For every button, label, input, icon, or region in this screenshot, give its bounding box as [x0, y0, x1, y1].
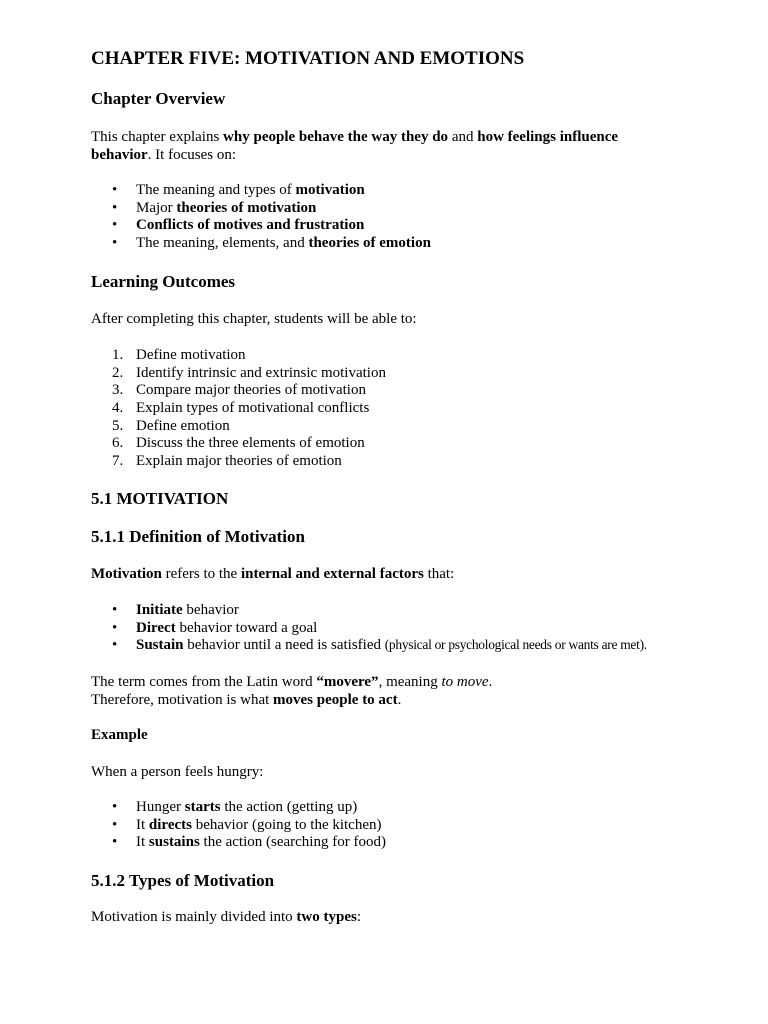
outcome-item: 6. Discuss the three elements of emotion: [112, 435, 365, 452]
subsection-heading-types: 5.1.2 Types of Motivation: [91, 871, 275, 890]
overview-intro: This chapter explains why people behave the way they do and how feelings influence behavior. It focuses on:: [91, 129, 619, 163]
definition-list-item: • Direct behavior toward a goal: [91, 619, 647, 637]
overview-heading: Chapter Overview: [91, 89, 226, 108]
outcome-item: 1. Define motivation: [112, 347, 246, 363]
overview-list: [91, 181, 431, 252]
list-number: 3.: [112, 382, 124, 399]
example-list-item: • It directs behavior (going to the kitchen): [91, 816, 386, 834]
list-number: 6.: [112, 435, 124, 452]
subsection-heading-definition: 5.1.1 Definition of Motivation: [91, 527, 305, 546]
list-number: 4.: [112, 400, 124, 417]
outcome-item: 5. Define emotion: [112, 417, 230, 434]
definition-list-item: • Sustain behavior until a need is satisfied (physical or psychological needs or wants are met).: [91, 636, 647, 654]
list-number: 1.: [112, 347, 124, 363]
list-number: 5.: [112, 417, 124, 434]
latin-origin-text: The term comes from the Latin word “movere”, meaning to move. Therefore, motivation is what moves people to act.: [91, 674, 493, 708]
section-heading-motivation: 5.1 MOTIVATION: [91, 489, 229, 508]
definition-intro: Motivation refers to the internal and external factors that:: [91, 566, 455, 582]
definition-list: [91, 601, 647, 654]
example-intro: When a person feels hungry:: [91, 764, 264, 780]
overview-list-item: • The meaning and types of motivation: [91, 181, 431, 199]
outcomes-heading: Learning Outcomes: [91, 272, 236, 291]
example-heading: Example: [91, 727, 148, 743]
example-list: [91, 798, 386, 851]
outcomes-intro: After completing this chapter, students will be able to:: [91, 311, 417, 327]
overview-list-item: • Conflicts of motives and frustration: [91, 216, 431, 234]
list-number: 7.: [112, 453, 124, 470]
list-number: 2.: [112, 364, 124, 381]
outcome-item: 4. Explain types of motivational conflicts: [112, 400, 370, 417]
definition-list-item: • Initiate behavior: [91, 601, 647, 619]
chapter-title: CHAPTER FIVE: MOTIVATION AND EMOTIONS: [91, 48, 525, 69]
types-intro: Motivation is mainly divided into two types:: [91, 909, 362, 925]
example-list-item: • It sustains the action (searching for food): [91, 833, 386, 851]
example-list-item: • Hunger starts the action (getting up): [91, 798, 386, 816]
outcome-item: 2. Identify intrinsic and extrinsic motivation: [112, 364, 386, 381]
outcomes-list: [91, 346, 386, 470]
overview-list-item: • Major theories of motivation: [91, 199, 431, 217]
outcome-item: 3. Compare major theories of motivation: [112, 382, 366, 399]
outcome-item: 7. Explain major theories of emotion: [112, 453, 342, 470]
overview-list-item: • The meaning, elements, and theories of emotion: [91, 234, 431, 252]
